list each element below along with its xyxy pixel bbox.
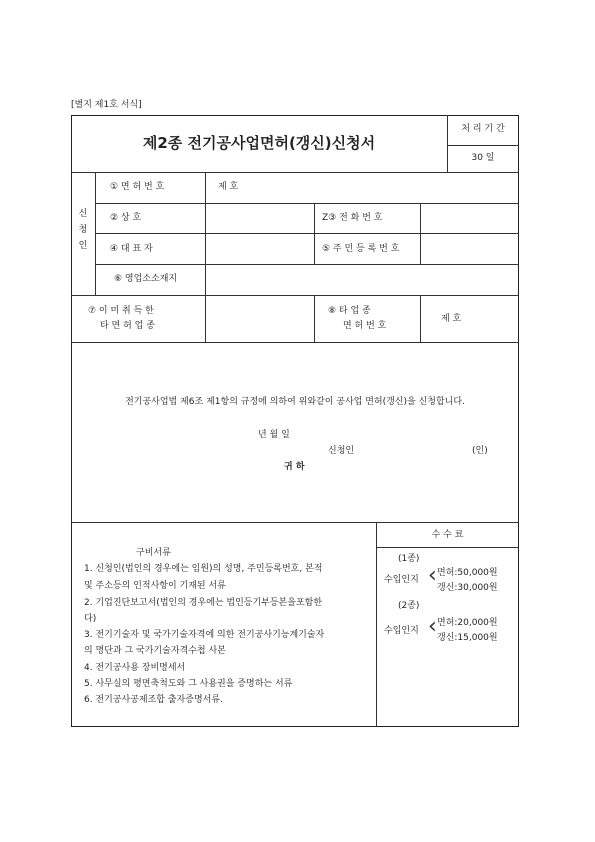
divider — [205, 172, 206, 342]
processing-period-value: 30 일 — [471, 153, 495, 163]
revenue-stamp-label-2: 수입인지 — [384, 626, 419, 636]
application-statement: 전기공사업법 제6조 제1항의 규정에 의하여 위와같이 공사업 면허(갱신)을 신청합니다. — [125, 397, 465, 407]
date-line: 년 월 일 — [258, 430, 290, 440]
processing-period-label: 처 리 기 간 — [461, 124, 505, 134]
divider — [95, 264, 519, 265]
addressee: 귀 하 — [284, 462, 305, 472]
divider — [420, 203, 421, 264]
applicant-section-label-1: 신 — [78, 209, 88, 219]
other-license-held-label-2: 타 면 허 업 종 — [100, 321, 155, 331]
other-license-number-value: 제 호 — [441, 314, 462, 324]
fee-class-1-renew: 갱신:30,000원 — [437, 583, 498, 593]
other-license-number-label: ⑧ 타 업 종 — [328, 306, 371, 316]
form-title: 제2종 전기공사업면허(갱신)신청서 — [142, 134, 376, 152]
divider — [314, 295, 315, 342]
applicant-signature-label: 신청인 — [328, 446, 355, 456]
brace-icon: ‹ — [428, 563, 437, 588]
fee-class-1: (1종) — [398, 554, 420, 564]
fee-class-2: (2종) — [398, 601, 420, 611]
divider — [71, 295, 519, 296]
license-number-label: ① 면 허 번 호 — [110, 182, 165, 192]
document-item-3-cont: 의 명단과 그 국가기술자격수첩 사본 — [84, 646, 226, 656]
required-documents-title: 구비서류 — [136, 548, 171, 558]
divider — [71, 342, 519, 343]
document-item-1-cont: 및 주소등의 인적사항이 기재된 서류 — [84, 581, 226, 591]
divider — [95, 203, 519, 204]
trade-name-label: ② 상 호 — [110, 213, 142, 223]
fee-class-2-renew: 갱신:15,000원 — [437, 633, 498, 643]
fee-class-2-new: 면허:20,000원 — [437, 618, 498, 628]
divider — [376, 522, 377, 727]
document-item-2: 2. 기업진단보고서(법인의 경우에는 법인등기부등본을포함한 — [84, 598, 323, 608]
divider — [447, 145, 519, 146]
applicant-section-label-3: 인 — [78, 241, 88, 251]
applicant-section-label-2: 청 — [78, 225, 88, 235]
document-item-2-cont: 다) — [84, 614, 97, 624]
fee-class-1-new: 면허:50,000원 — [437, 568, 498, 578]
representative-label: ④ 대 표 자 — [110, 244, 153, 254]
document-item-3: 3. 전기기술자 및 국가기술자격에 의한 전기공사기능계기술자 — [84, 630, 325, 640]
divider — [95, 233, 519, 234]
form-number-note: [별지 제1호 서식] — [71, 100, 142, 110]
document-item-1: 1. 신청인(법인의 경우에는 임원)의 성명, 주민등록번호, 본적 — [84, 564, 323, 574]
divider — [314, 203, 315, 264]
brace-icon: ‹ — [428, 614, 437, 639]
document-item-5: 5. 사무실의 평면축척도와 그 사용권을 증명하는 서류 — [84, 679, 293, 689]
fees-title: 수 수 료 — [431, 530, 464, 540]
revenue-stamp-label-1: 수입인지 — [384, 575, 419, 585]
divider — [71, 172, 519, 173]
other-license-held-label: ⑦ 이 미 취 득 한 — [88, 306, 154, 316]
office-address-label: ⑥ 영업소소재지 — [114, 274, 178, 284]
seal-mark: (인) — [472, 446, 488, 456]
divider — [71, 522, 519, 523]
divider — [95, 172, 96, 295]
phone-number-label: Z③ 전 화 번 호 — [322, 213, 383, 223]
resident-number-label: ⑤ 주 민 등 록 번 호 — [322, 244, 400, 254]
document-item-4: 4. 전기공사용 장비명세서 — [84, 663, 186, 673]
license-number-value: 제 호 — [218, 182, 239, 192]
divider — [376, 547, 519, 548]
divider — [420, 295, 421, 342]
document-item-6: 6. 전기공사공제조합 출자증명서류. — [84, 695, 223, 705]
other-license-number-label-2: 면 허 번 호 — [343, 321, 387, 331]
